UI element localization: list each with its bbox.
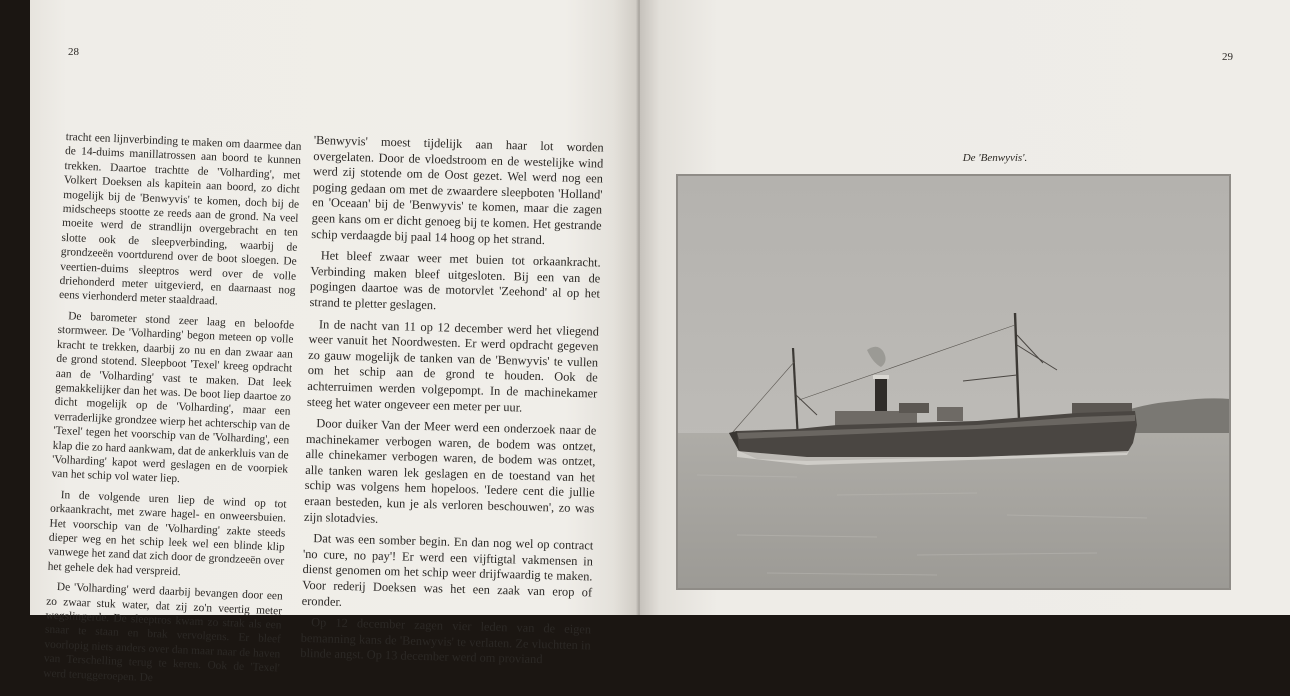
page-number-left: 28 <box>68 46 79 58</box>
paragraph: Door duiker Van der Meer werd een onderzoek naar de machinekamer verbogen waren, de bodem was ontzet, alle chinekamer verbogen waren, de bodem was ontzet, alle tanken waren lek geslagen en de toestand van het schip was volgens hem hopeloos. 'Iedere cent die jullie eraan besteden, kun je als verloren beschouwen', zo was zijn slotadvies. <box>303 416 597 526</box>
paragraph: In de nacht van 11 op 12 december werd het vliegend weer vanuit het Noordwesten. Er werd opdracht gegeven zo gauw mogelijk de tanken van de 'Benwyvis' te vullen om het schip aan de grond te houden. Ook de achterruimen werden volgepompt. In de machinekamer steeg het water ongeveer een meter per uur. <box>306 316 600 415</box>
paragraph: De 'Volharding' werd daarbij bevangen door een zo zwaar stuk water, dat zij zo'n veertig meter wegslingerde. De sleeptros kwam zo strak als een snaar te staan en brak vervolgens. Er bleef voorlopig niets anders over dan maar naar de haven van Terschelling terug te keren. Ook de 'Texel' werd teruggeroepen. De <box>42 581 283 684</box>
steamship-illustration <box>677 175 1230 589</box>
photo-caption: De 'Benwyvis'. <box>962 152 1028 164</box>
paragraph: In de volgende uren liep de wind op tot orkaankracht, met zware hagel- en onweersbuien. Het voorschip van de 'Volharding' zakte steeds dieper weg en het schip leek wel een blinde klip vanwege het zand dat zich door de grondzeeën over het gehele dek had verspreid. <box>47 488 287 578</box>
paragraph: Dat was een somber begin. En dan nog wel op contract 'no cure, no pay'! Er werd een vijftigtal vakmensen in dienst genomen om het schip weer drijfwaardig te maken. Voor rederij Doeksen was het een zaak van erop of eronder. <box>301 531 594 609</box>
page-number-right: 29 <box>1222 51 1233 63</box>
text-column-1 <box>43 130 302 696</box>
paragraph: Het bleef zwaar weer met buien tot orkaankracht. Verbinding maken bleef uitgesloten. Bij een van de pogingen daartoe was de motorvlet 'Zeehond' al op het strand te pletter geslagen. <box>309 248 601 313</box>
ship-photograph <box>677 175 1230 589</box>
left-page <box>30 0 638 684</box>
paragraph: De barometer stond zeer laag en beloofde stormweer. De 'Volharding' begon meteen op volle kracht te trekken, daarbij zo nu en dan zwaar aan de grond stotend. Sleepboot 'Texel' kreeg opdracht aan de 'Volharding' vast te maken. Dat leek gemakkelijker dan het was. De boot liep daartoe zo dicht mogelijk op de 'Volharding', maar een verraderlijke grondzee wierp het achterschip van de 'Texel' tegen het voorschip van de 'Volharding', een klap die zo hard aankwam, dat de ankerkluis van de 'Volharding' kapot werd geslagen en de voorpiek van het schip vol water liep. <box>51 310 295 486</box>
text-column-2 <box>300 133 604 675</box>
paragraph: Op 12 december zagen vier leden van de eigen bemanning kans de 'Benwyvis' te verlaten. Ze vluchtten in blinde angst. Op 13 december werd om proviand <box>300 615 592 667</box>
paragraph: 'Benwyvis' moest tijdelijk aan haar lot worden overgelaten. Door de vloedstroom en de westelijke wind werd zij stotende om de Oost gezet. Wel werd nog een poging gedaan om met de zwaardere sleepboten 'Holland' en 'Oceaan' bij de 'Benwyvis' te komen, maar die zagen geen kans om er dicht genoeg bij te komen. Het gestrande schip verdaagde bij paal 14 hoog op het strand. <box>311 133 604 247</box>
right-page <box>640 0 1290 615</box>
paragraph: tracht een lijnverbinding te maken om daarmee dan de 14-duims manillatrossen aan boord te kunnen trekken. Daartoe trachtte de 'Volharding', met Volkert Doeksen als kapitein aan boord, zo dicht mogelijk bij de 'Benwyvis' te komen, doch bij de midscheeps stootte ze reeds aan de grond. Na veel moeite werd de strandlijn overgebracht en ten slotte ook de sleepverbinding, waarbij de grondzeeën voortdurend over de boot sloegen. De veertien-duims sleeptros werd over de volle driehonderd meter uitgevierd, en daarnaast nog eens vierhonderd meter staaldraad. <box>58 130 302 308</box>
